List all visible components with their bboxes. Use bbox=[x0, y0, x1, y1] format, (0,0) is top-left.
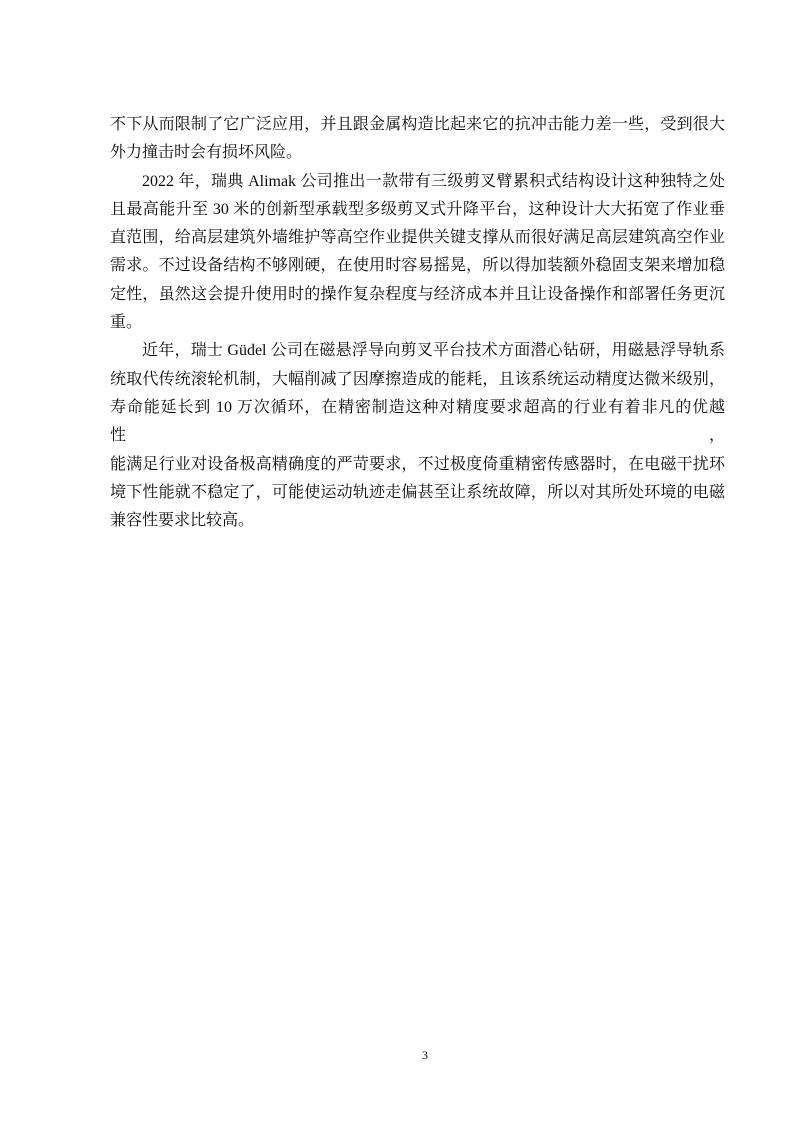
text-line: 近年，瑞士 Güdel 公司在磁悬浮导向剪叉平台技术方面潜心钻研，用磁悬浮导轨系 bbox=[142, 342, 725, 360]
text-line: 外力撞击时会有损坏风险。 bbox=[110, 144, 303, 162]
text-line: 重。 bbox=[110, 314, 143, 332]
text-line: 不下从而限制了它广泛应用，并且跟金属构造比起来它的抗冲击能力差一些，受到很大 bbox=[110, 116, 725, 133]
document-body bbox=[110, 111, 725, 535]
paragraph-gudel bbox=[110, 337, 725, 535]
text-line: 兼容性要求比较高。 bbox=[110, 512, 255, 530]
text-line: 直范围，给高层建筑外墙维护等高空作业提供关键支撑从而很好满足高层建筑高空作业 bbox=[110, 229, 725, 247]
text-line: 且最高能升至 30 米的创新型承载型多级剪叉式升降平台，这种设计大大拓宽了作业垂 bbox=[110, 200, 725, 218]
text-line: 统取代传统滚轮机制，大幅削减了因摩擦造成的能耗，且该系统运动精度达微米级别， bbox=[110, 370, 725, 388]
text-line: 境下性能就不稳定了，可能使运动轨迹走偏甚至让系统故障，所以对其所处环境的电磁 bbox=[110, 483, 725, 501]
text-line: 定性，虽然这会提升使用时的操作复杂程度与经济成本并且让设备操作和部署任务更沉 bbox=[110, 285, 725, 303]
paragraph-alimak bbox=[110, 168, 725, 338]
page-number: 3 bbox=[422, 1048, 428, 1062]
paragraph-continuation bbox=[110, 111, 725, 168]
text-line: 2022 年，瑞典 Alimak 公司推出一款带有三级剪叉臂累积式结构设计这种独特之处 bbox=[142, 172, 725, 190]
text-line: 需求。不过设备结构不够刚硬，在使用时容易摇晃，所以得加装额外稳固支架来增加稳 bbox=[110, 257, 725, 275]
text-line: 能满足行业对设备极高精确度的严苛要求，不过极度倚重精密传感器时，在电磁干扰环 bbox=[110, 455, 725, 473]
text-line: 寿命能延长到 10 万次循环，在精密制造这种对精度要求超高的行业有着非凡的优越性， bbox=[110, 398, 725, 445]
page-footer bbox=[110, 1046, 740, 1064]
